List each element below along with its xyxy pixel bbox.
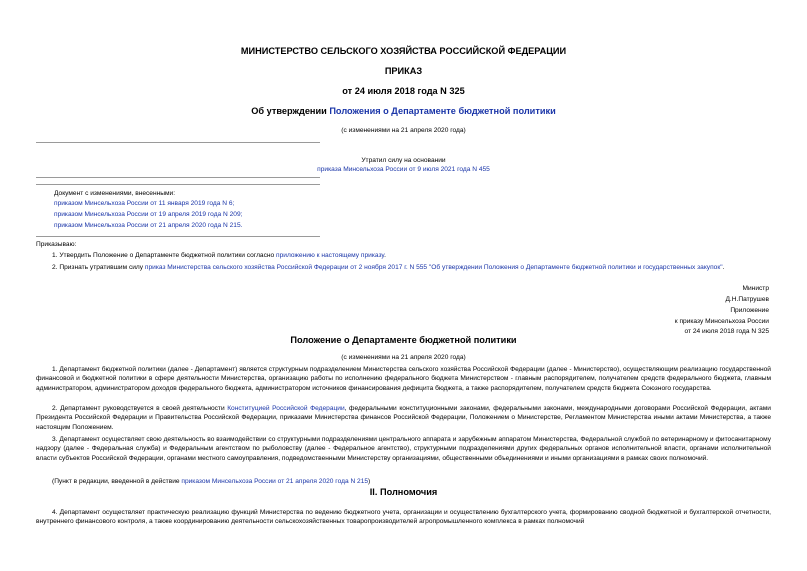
regulation-changes: (с изменениями на 21 апреля 2020 года) (341, 354, 466, 361)
paragraph-2-text: 2. Департамент руководствуется в своей деятельности (52, 405, 228, 412)
expired-note: Утратил силу на основании (361, 157, 446, 164)
signature-position: Министр (742, 285, 769, 292)
edition-order-link[interactable]: приказом Минсельхоза России от 21 апреля 2020 года N 215 (181, 478, 369, 485)
order-date: от 24 июля 2018 года N 325 (342, 86, 465, 96)
appendix-link[interactable]: приложению к настоящему приказу (276, 252, 385, 259)
order-item-1 (52, 251, 386, 260)
constitution-link[interactable]: Конституцией Российской Федерации (227, 405, 345, 412)
order-title (0, 106, 807, 116)
appendix-order: к приказу Минсельхоза России (674, 318, 769, 325)
order-item-1-end: . (384, 252, 386, 259)
order-label: ПРИКАЗ (384, 66, 423, 76)
changes-note: (с изменениями на 21 апреля 2020 года) (341, 127, 466, 134)
appendix-label: Приложение (730, 307, 769, 314)
edition-note (52, 477, 370, 486)
edition-note-text: (Пункт в редакции, введенной в действие (52, 478, 182, 485)
regulation-paragraph-2 (36, 404, 771, 432)
order-item-1-text: 1. Утвердить Положение о Департаменте бюджетной политики согласно (52, 252, 277, 259)
regulation-paragraph-3: 3. Департамент осуществляет свою деятельность во взаимодействии со структурными подразделениями центрального аппарата и зарубежным аппаратом Министерства, Федеральной службой по ветеринарному и фитосанитарному надзору (далее - Федеральная служба) и Федеральным агентством по рыболовству (далее - Федеральное агентство), структурными подразделениями других федеральных органов исполнительной власти, органами исполнительной власти субъектов Российской Федерации, органами местного самоуправления, подведомственными Министерству организациями, общественными объединениями и иными организациями в рамках своих полномочий. (36, 436, 771, 462)
repealed-order-link[interactable]: приказ Министерства сельского хозяйства Российской Федерации от 2 ноября 2017 г. N 555 "Об утверждении Положения о Департаменте бюджетной политики и государственных закупок" (144, 264, 723, 271)
regulation-paragraph-4: 4. Департамент осуществляет практическую реализацию функций Министерства по ведению бюджетного учета, организации и осуществлению бухгалтерского учета, формированию сводной бюджетной и бухгалтерской отчетности, внутреннего финансового контроля, а также координированию деятельности сельскохозяйственных товаропроизводителей агропромышленного комплекса в рамках полномочий (36, 509, 771, 526)
regulation-link[interactable]: Положения о Департаменте бюджетной политики (329, 106, 556, 116)
divider (36, 184, 320, 185)
amendments-intro: Документ с изменениями, внесенными: (54, 190, 176, 197)
signature-name: Д.Н.Патрушев (725, 296, 769, 303)
orders-label: Приказываю: (36, 241, 77, 248)
edition-note-end: ) (368, 478, 371, 485)
order-item-2-text: 2. Признать утратившим силу (52, 264, 145, 271)
regulation-title: Положение о Департаменте бюджетной политики (290, 335, 517, 345)
section-heading: II. Полномочия (369, 487, 438, 497)
expired-order-link[interactable]: приказа Минсельхоза России от 9 июля 2021 года N 455 (317, 166, 490, 173)
regulation-paragraph-1: 1. Департамент бюджетной политики (далее - Департамент) является структурным подразделением Министерства сельского хозяйства Российской Федерации (далее - Министерство), осуществляющим реализацию государственной финансовой и бюджетной политики в сфере деятельности Министерства, организацию работы по исполнению федерального бюджета Министерством - главным распорядителем, получателем средств федерального бюджета, главным администратором, администратором доходов федерального бюджета, администратором источников финансирования дефицита бюджета, а также распорядителем, получателем средств бюджета Союзного государства. (36, 366, 771, 392)
ministry-title: МИНИСТЕРСТВО СЕЛЬСКОГО ХОЗЯЙСТВА РОССИЙСКОЙ ФЕДЕРАЦИИ (240, 46, 567, 56)
divider (36, 236, 320, 237)
amendment-link[interactable]: приказом Минсельхоза России от 19 апреля 2019 года N 209; (54, 211, 243, 218)
appendix-date: от 24 июля 2018 года N 325 (684, 328, 769, 335)
order-item-2 (36, 263, 771, 272)
divider (36, 177, 320, 178)
order-item-2-end: . (722, 264, 725, 271)
divider (36, 142, 320, 143)
amendment-link[interactable]: приказом Минсельхоза России от 21 апреля 2020 года N 215. (54, 222, 243, 229)
order-title-prefix: Об утверждении (251, 106, 330, 116)
paragraph-2-text: , федеральными конституционными законами, федеральными законами, международными договорами Российской Федерации, актами Президента Российской Федерации и Правительства Российской Федерации, приказами Министерства финансов Российской Федерации, Положением о Министерстве, Регламентом Министерства иными актами Министерства, а также настоящим Положением. (36, 405, 771, 431)
amendment-link[interactable]: приказом Минсельхоза России от 11 января 2019 года N 6; (54, 200, 235, 207)
